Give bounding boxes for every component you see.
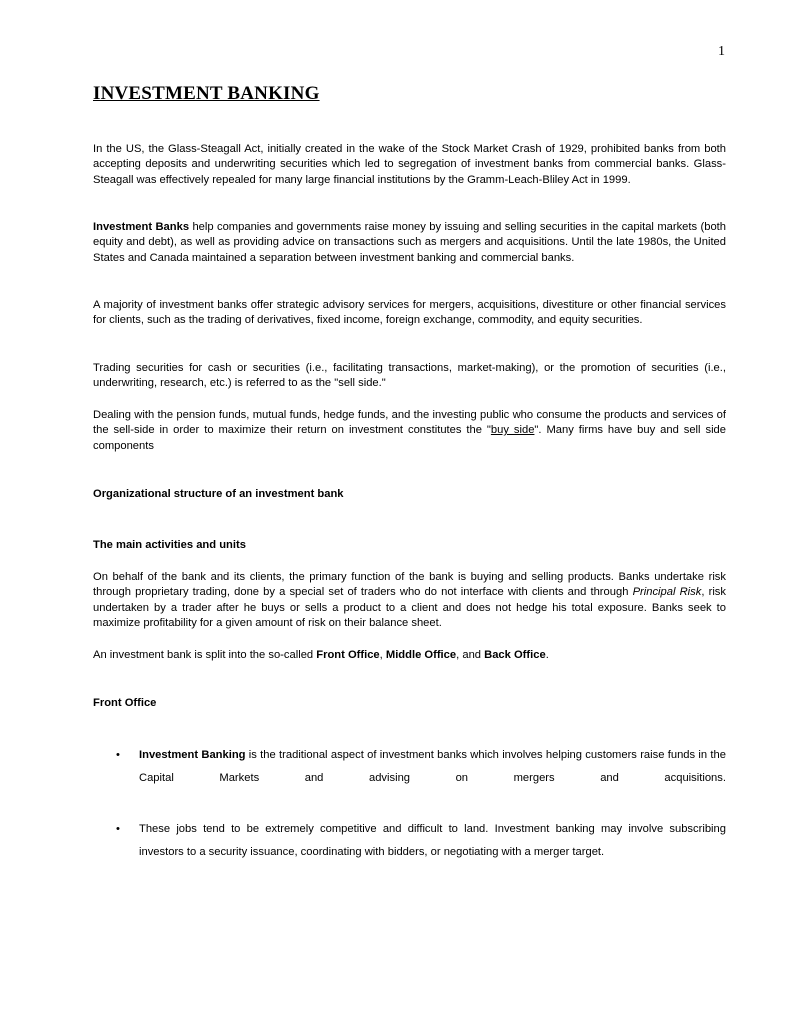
paragraph-investment-banks xyxy=(93,220,726,266)
bullet-icon: • xyxy=(116,749,120,761)
page-number: 1 xyxy=(718,44,725,59)
paragraph-advisory-services: A majority of investment banks offer strategic advisory services for mergers, acquisitions, divestiture or other financial services for clients, such as the trading of derivatives, fixed income, foreign exchange, commodity, and equity securities. xyxy=(93,299,726,327)
paragraph-glass-steagall: In the US, the Glass-Steagall Act, initially created in the wake of the Stock Market Crash of 1929, prohibited banks from both accepting deposits and underwriting securities which led to segregation of investment banks from commercial banks. Glass-Steagall was effectively repealed for many large financial institutions by the Gramm-Leach-Bliley Act in 1999. xyxy=(93,143,726,186)
section-heading-organizational-structure: Organizational structure of an investment bank xyxy=(93,488,344,500)
section-heading-main-activities: The main activities and units xyxy=(93,539,246,551)
term-principal-risk: Principal Risk xyxy=(632,586,702,599)
term-middle-office: Middle Office xyxy=(385,649,457,661)
bullet-icon: • xyxy=(116,823,120,835)
separator: , and xyxy=(456,649,485,661)
separator: , xyxy=(379,649,386,661)
paragraph-text: An investment bank is split into the so-called xyxy=(93,649,317,661)
paragraph-text: help companies and governments raise money by issuing and selling securities in the capital markets (both equity and debt), as well as providing advice on transactions such as mergers and acquisitions. Until the late 1980s, the United States and Canada maintained a separation between investment banking and commercial banks. xyxy=(93,221,727,264)
term-front-office: Front Office xyxy=(316,649,380,661)
term-investment-banks: Investment Banks xyxy=(93,221,190,233)
document-title: INVESTMENT BANKING xyxy=(93,83,320,104)
bullet-text: These jobs tend to be extremely competitive and difficult to land. Investment banking may involve subscribing investors to a security issuance, coordinating with bidders, or negotiating with a merger target. xyxy=(139,823,726,858)
bullet-item-competitive-jobs xyxy=(116,818,726,863)
paragraph-sell-side: Trading securities for cash or securities (i.e., facilitating transactions, market-making), or the promotion of securities (i.e., underwriting, research, etc.) is referred to as the "sell side." xyxy=(93,362,726,390)
paragraph-office-split xyxy=(93,648,726,663)
bullet-item-investment-banking xyxy=(116,744,726,789)
paragraph-text: , risk undertaken by a trader after he buys or sells a product to a client and does not hedge his total exposure. Banks seek to maximize profitability for a given amount of risk on their balance sheet. xyxy=(93,586,726,629)
paragraph-text: On behalf of the bank and its clients, the primary function of the bank is buying and selling products. Banks undertake risk through proprietary trading, done by a special set of traders who do not interface with clients and through xyxy=(93,571,726,599)
bullet-text: is the traditional aspect of investment banks which involves helping customers raise funds in the Capital Markets and advising on mergers and acquisitions. xyxy=(139,749,726,784)
section-heading-front-office: Front Office xyxy=(93,697,157,709)
term-back-office: Back Office xyxy=(484,649,546,661)
paragraph-buy-side xyxy=(93,408,726,454)
paragraph-text: Dealing with the pension funds, mutual funds, hedge funds, and the investing public who consume the products and services of the sell-side in order to maximize their return on investment constitutes the " xyxy=(93,409,726,437)
paragraph-main-activities xyxy=(93,570,726,631)
separator: . xyxy=(545,649,549,661)
buy-side-link[interactable]: buy side xyxy=(490,424,535,437)
paragraph-text: ". Many firms have buy and sell side components xyxy=(93,424,727,452)
term-investment-banking: Investment Banking xyxy=(139,749,246,761)
